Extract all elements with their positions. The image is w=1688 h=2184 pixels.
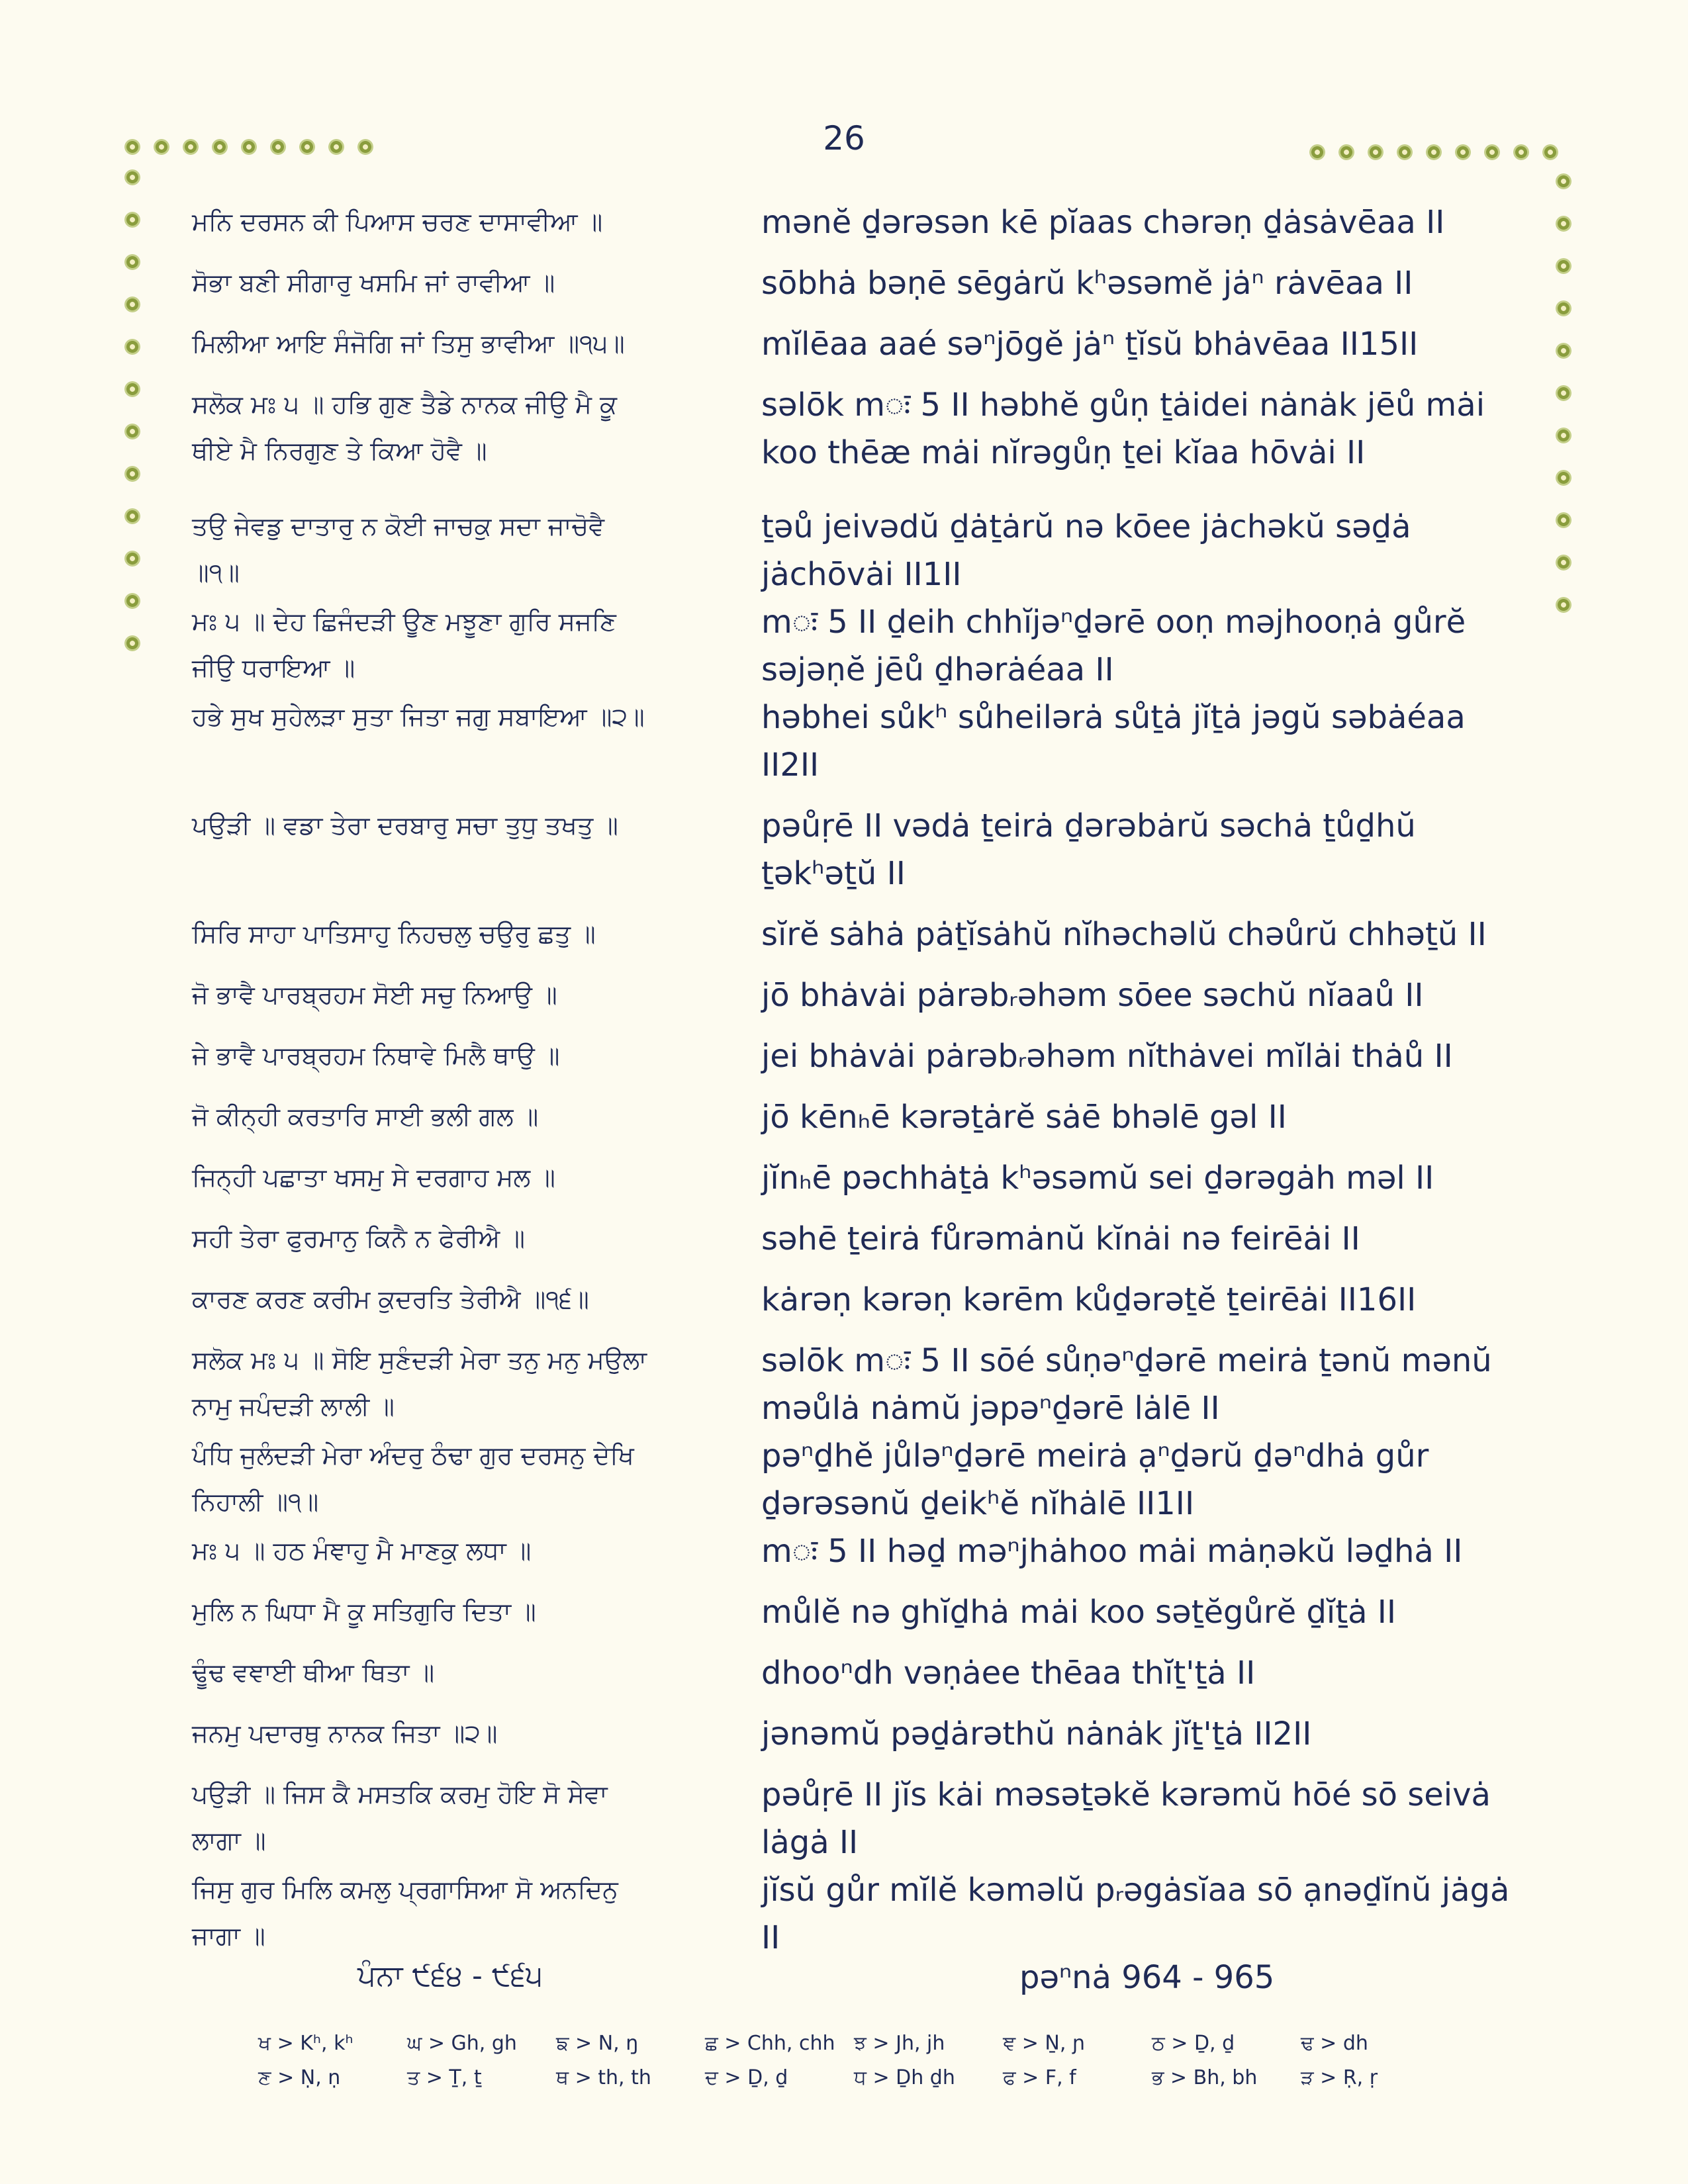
page-number: 26	[823, 119, 865, 158]
legend-arrow: >	[569, 2066, 598, 2089]
legend-arrow: >	[271, 2032, 301, 2055]
legend-gurmukhi: ਘ	[407, 2032, 422, 2055]
flower-icon	[124, 635, 140, 651]
legend-gurmukhi: ਢ	[1301, 2032, 1314, 2055]
flower-icon	[1556, 385, 1571, 401]
flower-icon	[1338, 144, 1354, 160]
gurmukhi-line: ਸਲੋਕ ਮਃ ੫ ॥ ਸੋਇ ਸੁਣੰਦੜੀ ਮੇਰਾ ਤਨੁ ਮਨੁ ਮਉਲਾ ਨਾਮੁ ਜਪੰਦੜੀ ਲਾਲੀ ॥	[192, 1345, 647, 1421]
gurmukhi-line: ਜੋ ਭਾਵੈ ਪਾਰਬ੍ਰਹਮ ਸੋਈ ਸਚੁ ਨਿਆਉ ॥	[192, 980, 557, 1009]
gurmukhi-line: ਪਉੜੀ ॥ ਵਡਾ ਤੇਰਾ ਦਰਬਾਰੁ ਸਚਾ ਤੁਧੁ ਤਖਤੁ ॥	[192, 811, 618, 840]
legend-arrow: >	[271, 2066, 301, 2089]
legend-gurmukhi: ਛ	[705, 2032, 718, 2055]
legend-gurmukhi: ਧ	[854, 2066, 867, 2089]
transliteration-line: səlōk mः 5 II həbhĕ gůṇ ṯȧidei nȧnȧk jēů mȧi koo thēæ mȧi nĭrəgůṇ ṯei kĭaa hōvȧi II	[761, 387, 1485, 471]
legend-row	[258, 2032, 1450, 2066]
legend-arrow: >	[1164, 2066, 1194, 2089]
flower-icon	[183, 139, 199, 155]
legend-roman: Ḏ, ḏ	[747, 2066, 788, 2089]
flower-icon	[124, 296, 140, 312]
legend-item	[1003, 2066, 1152, 2101]
legend-roman: Bh, bh	[1193, 2066, 1258, 2089]
transliteration-line: dhooⁿdh vəṇȧee thēaa thĭṯ'ṯȧ II	[761, 1655, 1256, 1692]
legend-roman: Ṇ, ṇ	[300, 2066, 341, 2089]
gurmukhi-line: ਕਾਰਣ ਕਰਣ ਕਰੀਮ ਕੁਦਰਤਿ ਤੇਰੀਐ ॥੧੬॥	[192, 1285, 589, 1314]
legend-gurmukhi: ਫ	[1003, 2066, 1016, 2089]
verse-row	[192, 1588, 1516, 1636]
flower-icon	[1556, 300, 1571, 316]
transliteration-line: pəůṛē II jĭs kȧi məsəṯəkĕ kərəmŭ hōé sō seivȧ lȧgȧ II	[761, 1776, 1491, 1861]
legend-arrow: >	[1313, 2032, 1343, 2055]
legend-item	[258, 2032, 407, 2066]
flower-icon	[1556, 555, 1571, 570]
transliteration-line: sōbhȧ bəṇē sēgȧrŭ kʰəsəmĕ jȧⁿ rȧvēaa II	[761, 265, 1413, 302]
flower-icon	[124, 254, 140, 270]
verse-row	[192, 1866, 1516, 1962]
gurmukhi-line: ਸੋਭਾ ਬਣੀ ਸੀਗਾਰੁ ਖਸਮਿ ਜਾਂ ਰਾਵੀਆ ॥	[192, 268, 555, 297]
flower-icon	[124, 424, 140, 439]
legend-item	[705, 2032, 854, 2066]
transliteration-line: sĭrĕ sȧhȧ pȧṯĭsȧhŭ nĭhəchəlŭ chəůrŭ chhəṯŭ II	[761, 916, 1487, 953]
verse-row	[192, 1154, 1516, 1202]
flower-icon	[1484, 144, 1500, 160]
verse-list	[192, 199, 1516, 1962]
verse-row	[192, 199, 1516, 246]
verse-row	[192, 1215, 1516, 1263]
legend-arrow: >	[569, 2032, 598, 2055]
legend-item	[258, 2066, 407, 2101]
transliteration-line: ṯəů jeivədŭ ḏȧṯȧrŭ nə kōee jȧchəkŭ səḏȧ jȧchōvȧi II1II	[761, 508, 1411, 593]
transliteration-line: můlĕ nə ghĭḏhȧ mȧi koo səṯĕgůrĕ ḏĭṯȧ II	[761, 1594, 1397, 1631]
ang-transliteration: pəⁿnȧ 964 - 965	[1019, 1959, 1275, 1996]
gurmukhi-line: ਜਿਸੁ ਗੁਰ ਮਿਲਿ ਕਮਲੁ ਪ੍ਰਗਾਸਿਆ ਸੋ ਅਨਦਿਨੁ ਜਾਗਾ ॥	[192, 1875, 618, 1950]
legend-arrow: >	[866, 2066, 896, 2089]
flower-icon	[1309, 144, 1325, 160]
legend-roman: dh	[1342, 2032, 1368, 2055]
legend-gurmukhi: ਠ	[1152, 2032, 1165, 2055]
ang-punjabi: ਪੰਨਾ ੯੬੪ - ੯੬੫	[357, 1959, 543, 1993]
verse-row	[192, 1337, 1516, 1432]
legend-item	[556, 2066, 705, 2101]
transliteration-legend	[258, 2032, 1450, 2101]
legend-roman: Gh, gh	[451, 2032, 517, 2055]
transliteration-line: pəůṛē II vədȧ ṯeirȧ ḏərəbȧrŭ səchȧ ṯůḏhŭ ṯəkʰəṯŭ II	[761, 807, 1416, 892]
transliteration-line: mः 5 II həḏ məⁿjhȧhoo mȧi mȧṇəkŭ ləḏhȧ II	[761, 1533, 1463, 1570]
legend-item	[1152, 2032, 1301, 2066]
transliteration-line: mः 5 II ḏeih chhĭjəⁿḏərē ooṇ məjhooṇȧ gůrĕ səjəṇĕ jēů ḏhərȧéaa II	[761, 604, 1466, 688]
flower-icon	[124, 139, 140, 155]
flower-border-left	[124, 169, 140, 651]
flower-icon	[1556, 343, 1571, 359]
transliteration-line: pəⁿḏhĕ jůləⁿḏərē meirȧ ạⁿḏərŭ ḏəⁿdhȧ gůr ḏərəsənŭ ḏeikʰĕ nĭhȧlē II1II	[761, 1437, 1429, 1522]
transliteration-line: kȧrəṇ kərəṇ kərēm kůḏərəṯĕ ṯeirēȧi II16II	[761, 1281, 1417, 1318]
transliteration-line: jō kēnₕē kərəṯȧrĕ sȧē bhəlē gəl II	[761, 1099, 1287, 1136]
legend-roman: Ḏ, ḏ	[1194, 2032, 1235, 2055]
gurmukhi-line: ਮਃ ੫ ॥ ਦੇਹ ਛਿਜੰਦੜੀ ਊਣ ਮਝੂਣਾ ਗੁਰਿ ਸਜਣਿ ਜੀਉ ਧਰਾਇਆ ॥	[192, 607, 616, 682]
flower-icon	[1513, 144, 1529, 160]
legend-gurmukhi: ੜ	[1301, 2066, 1314, 2089]
flower-icon	[124, 212, 140, 228]
transliteration-line: səhē ṯeirȧ fůrəmȧnŭ kĭnȧi nə feirēȧi II	[761, 1220, 1360, 1257]
transliteration-line: jĭnₕē pəchhȧṯȧ kʰəsəmŭ sei ḏərəgȧh məl II	[761, 1160, 1434, 1197]
flower-icon	[299, 139, 315, 155]
flower-icon	[124, 339, 140, 355]
gurmukhi-line: ਸਲੋਕ ਮਃ ੫ ॥ ਹਭਿ ਗੁਣ ਤੈਡੇ ਨਾਨਕ ਜੀਉ ਮੈ ਕੂ ਥੀਏ ਮੈ ਨਿਰਗੁਣ ਤੇ ਕਿਆ ਹੋਵੈ ॥	[192, 390, 618, 465]
legend-item	[854, 2032, 1003, 2066]
flower-icon	[270, 139, 286, 155]
legend-gurmukhi: ਙ	[556, 2032, 569, 2055]
flower-icon	[1556, 470, 1571, 486]
transliteration-line: həbhei sůkʰ sůheilərȧ sůṯȧ jĭṯȧ jəgŭ səbȧéaa II2II	[761, 699, 1466, 784]
flower-icon	[124, 169, 140, 185]
verse-row	[192, 503, 1516, 598]
flower-icon	[1542, 144, 1558, 160]
gurmukhi-line: ਮਨਿ ਦਰਸਨ ਕੀ ਪਿਆਸ ਚਰਣ ਦਾਸਾਵੀਆ ॥	[192, 207, 603, 236]
verse-row	[192, 1710, 1516, 1758]
legend-roman: Kʰ, kʰ	[300, 2032, 353, 2055]
legend-roman: Ḏh ḏh	[896, 2066, 955, 2089]
gurmukhi-line: ਸਹੀ ਤੇਰਾ ਫੁਰਮਾਨੁ ਕਿਨੈ ਨ ਫੇਰੀਐ ॥	[192, 1224, 525, 1253]
flower-icon	[357, 139, 373, 155]
legend-item	[1301, 2066, 1450, 2101]
flower-icon	[124, 466, 140, 482]
verse-row	[192, 381, 1516, 477]
flower-icon	[154, 139, 169, 155]
flower-icon	[1556, 512, 1571, 528]
legend-roman: Ṯ, ṯ	[449, 2066, 482, 2089]
verse-row	[192, 1093, 1516, 1141]
verse-row	[192, 802, 1516, 897]
verse-row	[192, 598, 1516, 694]
transliteration-line: jənəmŭ pəḏȧrəthŭ nȧnȧk jĭṯ'ṯȧ II2II	[761, 1715, 1312, 1752]
legend-item	[1152, 2066, 1301, 2101]
legend-gurmukhi: ਥ	[556, 2066, 569, 2089]
flower-icon	[1556, 597, 1571, 613]
legend-roman: Jh, jh	[896, 2032, 945, 2055]
flower-border-right	[1556, 173, 1571, 613]
page-footer	[0, 1959, 1688, 2005]
gurmukhi-line: ਪਉੜੀ ॥ ਜਿਸ ਕੈ ਮਸਤਕਿ ਕਰਮੁ ਹੋਇ ਸੋ ਸੇਵਾ ਲਾਗਾ ॥	[192, 1780, 608, 1855]
gurmukhi-line: ਹਭੇ ਸੁਖ ਸੁਹੇਲੜਾ ਸੁਤਾ ਜਿਤਾ ਜਗੁ ਸਬਾਇਆ ॥੨॥	[192, 702, 645, 731]
flower-icon	[1556, 428, 1571, 443]
legend-arrow: >	[718, 2032, 747, 2055]
verse-row	[192, 1649, 1516, 1697]
legend-gurmukhi: ਤ	[407, 2066, 420, 2089]
legend-arrow: >	[422, 2032, 451, 2055]
gurmukhi-line: ਜਿਨ੍ਹੀ ਪਛਾਤਾ ਖਸਮੁ ਸੇ ਦਰਗਾਹ ਮਲ ॥	[192, 1163, 555, 1192]
gurmukhi-line: ਮੁਲਿ ਨ ਘਿਧਾ ਮੈ ਕੂ ਸਤਿਗੁਰਿ ਦਿਤਾ ॥	[192, 1597, 536, 1626]
verse-row	[192, 1276, 1516, 1324]
legend-item	[407, 2066, 556, 2101]
legend-item	[556, 2032, 705, 2066]
verse-row	[192, 1032, 1516, 1080]
legend-row	[258, 2066, 1450, 2101]
flower-icon	[1426, 144, 1442, 160]
flower-icon	[1397, 144, 1413, 160]
flower-icon	[212, 139, 228, 155]
legend-roman: Ṛ, ṛ	[1342, 2066, 1378, 2089]
legend-arrow: >	[420, 2066, 449, 2089]
legend-roman: Ṉ, ɲ	[1045, 2032, 1086, 2055]
gurmukhi-line: ਮਃ ੫ ॥ ਹਠ ਮੰਞਾਹੁ ਮੈ ਮਾਣਕੁ ਲਧਾ ॥	[192, 1536, 532, 1565]
legend-arrow: >	[1313, 2066, 1343, 2089]
flower-border-top-left	[124, 139, 373, 155]
gurmukhi-line: ਜੋ ਕੀਨ੍ਹੀ ਕਰਤਾਰਿ ਸਾਈ ਭਲੀ ਗਲ ॥	[192, 1102, 539, 1131]
gurmukhi-line: ਪੰਧਿ ਜੁਲੰਦੜੀ ਮੇਰਾ ਅੰਦਰੁ ਠੰਢਾ ਗੁਰ ਦਰਸਨੁ ਦੇਖਿ ਨਿਹਾਲੀ ॥੧॥	[192, 1441, 634, 1516]
legend-gurmukhi: ਦ	[705, 2066, 718, 2089]
transliteration-line: mĭlēaa aaé səⁿjōgĕ jȧⁿ ṯĭsŭ bhȧvēaa II15II	[761, 326, 1419, 363]
verse-row	[192, 694, 1516, 789]
transliteration-line: səlōk mः 5 II sōé sůṇəⁿḏərē meirȧ ṯənŭ mənŭ məůlȧ nȧmŭ jəpəⁿḏərē lȧlē II	[761, 1342, 1492, 1427]
legend-item	[854, 2066, 1003, 2101]
legend-arrow: >	[718, 2066, 748, 2089]
legend-roman: Chh, chh	[747, 2032, 835, 2055]
verse-row	[192, 972, 1516, 1019]
flower-icon	[1368, 144, 1383, 160]
verse-row	[192, 320, 1516, 368]
verse-row	[192, 1432, 1516, 1527]
flower-icon	[124, 551, 140, 567]
flower-icon	[241, 139, 257, 155]
verse-row	[192, 259, 1516, 307]
gurmukhi-line: ਸਿਰਿ ਸਾਹਾ ਪਾਤਿਸਾਹੁ ਨਿਹਚਲੁ ਚਉਰੁ ਛਤੁ ॥	[192, 919, 596, 948]
legend-item	[1301, 2032, 1450, 2066]
legend-item	[1003, 2032, 1152, 2066]
legend-arrow: >	[1164, 2032, 1194, 2055]
gurmukhi-line: ਢੂੰਢ ਵਞਾਈ ਥੀਆ ਥਿਤਾ ॥	[192, 1658, 435, 1687]
legend-arrow: >	[1015, 2066, 1045, 2089]
flower-icon	[1556, 258, 1571, 274]
flower-icon	[124, 381, 140, 397]
legend-gurmukhi: ਣ	[258, 2066, 271, 2089]
flower-icon	[1455, 144, 1471, 160]
verse-row	[192, 1527, 1516, 1575]
flower-icon	[1556, 173, 1571, 189]
flower-icon	[124, 508, 140, 524]
transliteration-line: jĭsŭ gůr mĭlĕ kəməlŭ pᵣəgȧsĭaa sō ạnəḏĭnŭ jȧgȧ II	[761, 1872, 1510, 1956]
legend-gurmukhi: ਭ	[1152, 2066, 1164, 2089]
legend-arrow: >	[1015, 2032, 1045, 2055]
transliteration-line: mənĕ ḏərəsən kē pĭaas chərəṇ ḏȧsȧvēaa II	[761, 204, 1445, 241]
flower-border-top-right	[1309, 144, 1558, 160]
legend-gurmukhi: ਖ	[258, 2032, 271, 2055]
transliteration-line: jei bhȧvȧi pȧrəbᵣəhəm nĭthȧvei mĭlȧi thȧů II	[761, 1038, 1453, 1075]
legend-gurmukhi: ਞ	[1003, 2032, 1016, 2055]
legend-item	[407, 2032, 556, 2066]
gurmukhi-line: ਜੇ ਭਾਵੈ ਪਾਰਬ੍ਰਹਮ ਨਿਥਾਵੇ ਮਿਲੈ ਥਾਉ ॥	[192, 1041, 560, 1070]
gurmukhi-line: ਤਉ ਜੇਵਡੁ ਦਾਤਾਰੁ ਨ ਕੋਈ ਜਾਚਕੁ ਸਦਾ ਜਾਚੋਵੈ ॥੧॥	[192, 512, 604, 587]
verse-row	[192, 911, 1516, 958]
gurmukhi-line: ਜਨਮੁ ਪਦਾਰਥੁ ਨਾਨਕ ਜਿਤਾ ॥੨॥	[192, 1719, 498, 1748]
flower-icon	[124, 593, 140, 609]
flower-icon	[328, 139, 344, 155]
flower-icon	[1556, 216, 1571, 232]
verse-row	[192, 1771, 1516, 1866]
legend-gurmukhi: ਝ	[854, 2032, 867, 2055]
legend-arrow: >	[866, 2032, 896, 2055]
gurmukhi-line: ਮਿਲੀਆ ਆਇ ਸੰਜੋਗਿ ਜਾਂ ਤਿਸੁ ਭਾਵੀਆ ॥੧੫॥	[192, 329, 625, 358]
transliteration-line: jō bhȧvȧi pȧrəbᵣəhəm sōee səchŭ nĭaaů II	[761, 977, 1424, 1014]
legend-roman: F, f	[1045, 2066, 1076, 2089]
legend-item	[705, 2066, 854, 2101]
legend-roman: th, th	[598, 2066, 651, 2089]
legend-roman: N, ŋ	[598, 2032, 639, 2055]
